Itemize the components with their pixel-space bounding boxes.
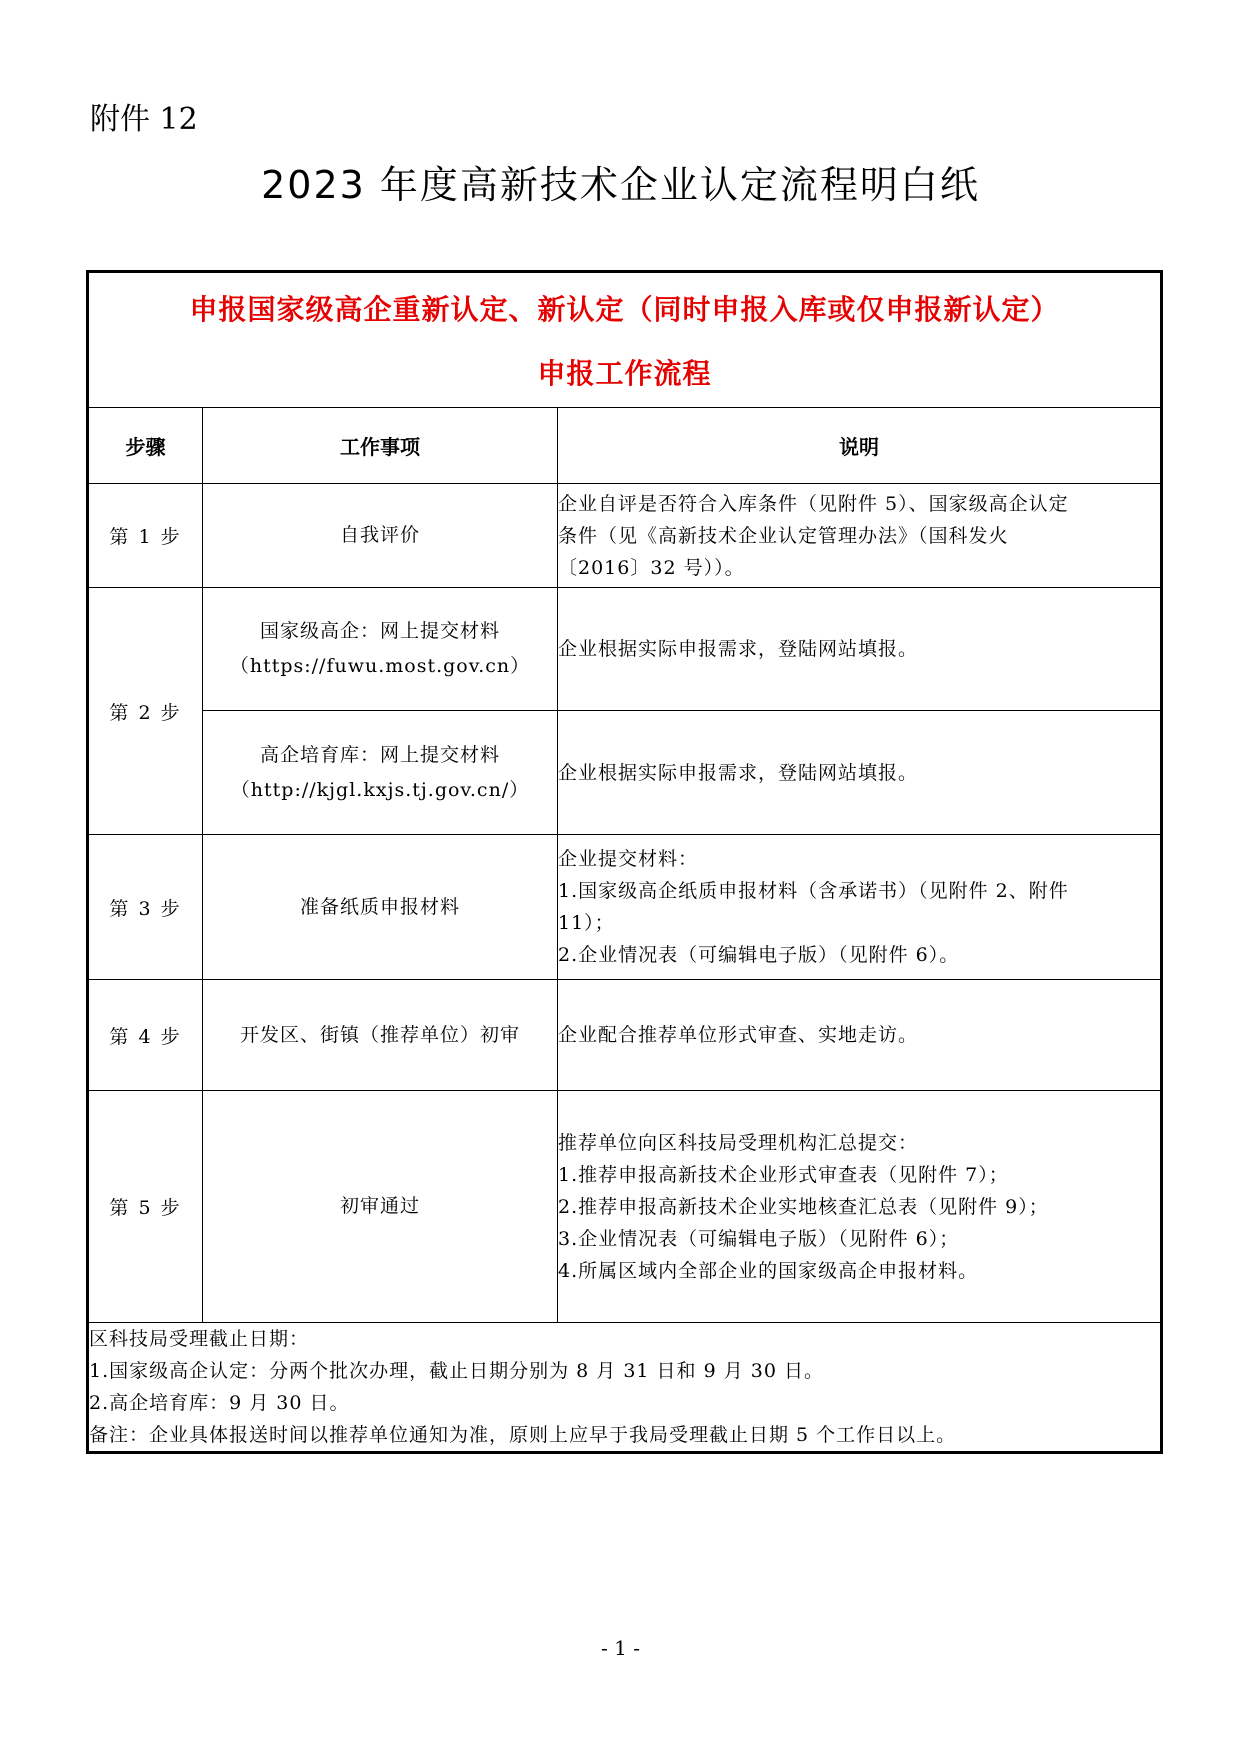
table-row — [88, 588, 1162, 711]
description — [558, 484, 1162, 588]
description-line: 1.推荐申报高新技术企业形式审查表（见附件 7）； — [558, 1163, 1009, 1186]
step-label: 第 5 步 — [88, 1091, 203, 1323]
work-item — [203, 835, 558, 980]
step-label: 第 1 步 — [88, 484, 203, 588]
footer-row — [88, 1323, 1162, 1453]
description-line: 4.所属区域内全部企业的国家级高企申报材料。 — [558, 1259, 979, 1282]
footer-line: 1.国家级高企认定：分两个批次办理，截止日期分别为 8 月 31 日和 9 月 30 日。 — [89, 1360, 824, 1382]
description-line: 推荐单位向区科技局受理机构汇总提交： — [558, 1131, 919, 1154]
description-line: 企业提交材料： — [558, 848, 699, 870]
description-line: 企业根据实际申报需求，登陆网站填报。 — [558, 638, 919, 660]
description — [558, 980, 1162, 1091]
header-item: 工作事项 — [203, 408, 558, 484]
document-title: 2023 年度高新技术企业认定流程明白纸 — [261, 163, 980, 207]
table-row — [88, 484, 1162, 588]
description-line: 11）； — [558, 912, 615, 934]
table-row — [88, 711, 1162, 835]
description-line: 2.推荐申报高新技术企业实地核查汇总表（见附件 9）； — [558, 1195, 1049, 1218]
footer-line: 区科技局受理截止日期： — [89, 1328, 310, 1350]
page-number: - 1 - — [601, 1636, 640, 1660]
description-line: 1.国家级高企纸质申报材料（含承诺书）（见附件 2、附件 — [558, 880, 1069, 902]
description-line: 3.企业情况表（可编辑电子版）（见附件 6）； — [558, 1227, 960, 1250]
work-item-line: 初审通过 — [339, 1195, 420, 1217]
description — [558, 835, 1162, 980]
attachment-label: 附件 12 — [90, 102, 198, 137]
banner-line-1: 申报国家级高企重新认定、新认定（同时申报入库或仅申报新认定） — [189, 293, 1060, 326]
step-label: 第 2 步 — [88, 588, 203, 835]
table-row — [88, 980, 1162, 1091]
header-desc: 说明 — [558, 408, 1162, 484]
description-line: 〔2016〕32 号））。 — [558, 556, 745, 579]
work-item-line: （http://kjgl.kxjs.tj.gov.cn/） — [230, 778, 530, 801]
work-item — [203, 1091, 558, 1323]
work-item — [203, 711, 558, 835]
process-table — [86, 270, 1163, 1454]
step-label: 第 3 步 — [88, 835, 203, 980]
work-item-line: 高企培育库：网上提交材料 — [259, 743, 500, 766]
footer-line: 备注：企业具体报送时间以推荐单位通知为准，原则上应早于我局受理截止日期 5 个工作日以上。 — [89, 1424, 957, 1446]
description-line: 企业配合推荐单位形式审查、实地走访。 — [558, 1024, 919, 1046]
table-banner — [88, 272, 1162, 408]
description — [558, 588, 1162, 711]
table-header-row — [88, 408, 1162, 484]
work-item-line: 自我评价 — [339, 524, 420, 546]
deadline-notes — [88, 1323, 1162, 1453]
table-row — [88, 835, 1162, 980]
description-line: 条件（见《高新技术企业认定管理办法》（国科发火 — [558, 524, 1009, 547]
description — [558, 711, 1162, 835]
work-item — [203, 484, 558, 588]
description-line: 企业自评是否符合入库条件（见附件 5）、国家级高企认定 — [558, 492, 1069, 515]
work-item-line: 开发区、街镇（推荐单位）初审 — [239, 1023, 520, 1046]
work-item-line: 准备纸质申报材料 — [299, 895, 460, 918]
work-item — [203, 980, 558, 1091]
table-row — [88, 1091, 1162, 1323]
footer-line: 2.高企培育库：9 月 30 日。 — [89, 1392, 350, 1414]
work-item-line: （https://fuwu.most.gov.cn） — [229, 655, 531, 677]
step-label: 第 4 步 — [88, 980, 203, 1091]
description-line: 2.企业情况表（可编辑电子版）（见附件 6）。 — [558, 944, 960, 966]
work-item-line: 国家级高企：网上提交材料 — [259, 620, 500, 642]
banner-line-2: 申报工作流程 — [537, 357, 712, 390]
description — [558, 1091, 1162, 1323]
work-item — [203, 588, 558, 711]
header-step: 步骤 — [88, 408, 203, 484]
description-line: 企业根据实际申报需求，登陆网站填报。 — [558, 761, 919, 784]
